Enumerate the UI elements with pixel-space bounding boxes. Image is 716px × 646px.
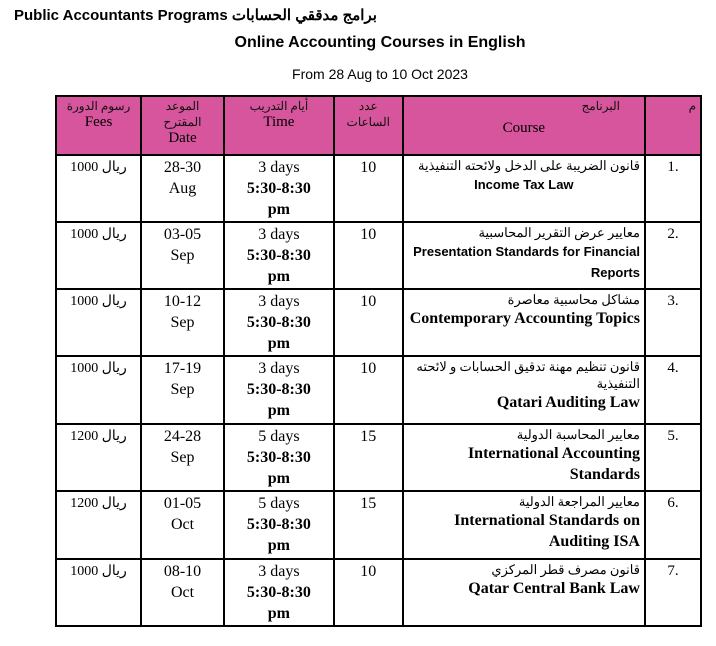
time-cell <box>224 491 334 559</box>
header-date-en: Date <box>168 130 197 146</box>
days-count: 3 days <box>258 563 300 580</box>
course-name-ar: معايير عرض التقرير المحاسبية <box>478 225 640 240</box>
time-cell <box>224 559 334 626</box>
time-pm: pm <box>267 402 290 419</box>
row-number: 5. <box>645 424 701 491</box>
header-fees-ar: رسوم الدورة <box>66 99 131 113</box>
course-name-ar: معايير المراجعة الدولية <box>518 494 640 509</box>
course-name-en: Contemporary Accounting Topics <box>409 310 640 327</box>
table-row <box>56 491 701 559</box>
header-time-en: Time <box>263 114 295 130</box>
course-name-en: Qatar Central Bank Law <box>468 580 640 597</box>
time-cell <box>224 289 334 356</box>
date-cell <box>141 424 224 491</box>
fees-cell: 1000 ريال <box>56 155 141 222</box>
header-number-ar: م <box>688 99 696 113</box>
header-number <box>645 96 701 155</box>
date-month: Aug <box>168 180 197 197</box>
course-name-ar: معايير المحاسبة الدولية <box>516 427 640 442</box>
header-hours <box>334 96 403 155</box>
row-number: 7. <box>645 559 701 626</box>
course-cell <box>403 559 645 626</box>
date-range: 03-05 <box>163 226 202 243</box>
header-fees-en: Fees <box>84 114 113 130</box>
time-cell <box>224 424 334 491</box>
course-cell <box>403 222 645 289</box>
course-name-en: Presentation Standards for Financial Reports <box>413 244 640 280</box>
time-range: 5:30-8:30 <box>246 516 311 533</box>
fees-cell: 1200 ريال <box>56 491 141 559</box>
time-range: 5:30-8:30 <box>246 449 311 466</box>
fees-cell: 1000 ريال <box>56 289 141 356</box>
hours-cell: 15 <box>334 491 403 559</box>
course-name-en: International Standards on Auditing ISA <box>454 512 640 550</box>
header-course <box>403 96 645 155</box>
time-range: 5:30-8:30 <box>246 247 311 264</box>
header-hours-ar: عدد الساعات <box>346 99 390 129</box>
table-header-row <box>56 96 701 155</box>
date-range: 08-10 <box>163 563 202 580</box>
fees-cell: 1000 ريال <box>56 356 141 424</box>
date-range: 01-05 <box>163 495 202 512</box>
date-cell <box>141 356 224 424</box>
hours-cell: 10 <box>334 222 403 289</box>
date-cell <box>141 289 224 356</box>
time-pm: pm <box>267 537 290 554</box>
time-range: 5:30-8:30 <box>246 180 311 197</box>
course-name-en: Qatari Auditing Law <box>496 394 640 411</box>
date-month: Sep <box>170 314 195 331</box>
course-name-en: International Accounting Standards <box>467 445 640 483</box>
header-date-ar: الموعد المقترح <box>163 99 202 129</box>
date-range: 28-30 <box>163 159 202 176</box>
time-cell <box>224 356 334 424</box>
date-range: 24-28 <box>163 428 202 445</box>
date-range: 10-12 <box>163 293 202 310</box>
time-pm: pm <box>267 470 290 487</box>
table-row <box>56 559 701 626</box>
fees-cell: 1000 ريال <box>56 559 141 626</box>
course-name-en: Income Tax Law <box>474 177 574 192</box>
table-row <box>56 289 701 356</box>
time-cell <box>224 222 334 289</box>
time-range: 5:30-8:30 <box>246 314 311 331</box>
program-title: Public Accountants Programs برامج مدققي الحسابات <box>14 7 377 24</box>
row-number: 6. <box>645 491 701 559</box>
date-month: Oct <box>170 584 195 601</box>
header-course-en: Course <box>502 120 546 136</box>
time-range: 5:30-8:30 <box>246 584 311 601</box>
table-row <box>56 424 701 491</box>
hours-cell: 10 <box>334 559 403 626</box>
courses-table <box>55 95 702 627</box>
date-month: Oct <box>170 516 195 533</box>
date-cell <box>141 155 224 222</box>
course-name-ar: قانون الضريبة على الدخل ولائحته التنفيذية <box>418 158 640 173</box>
date-cell <box>141 222 224 289</box>
header-time-ar: أيام التدريب <box>249 99 309 113</box>
date-cell <box>141 559 224 626</box>
date-range: 17-19 <box>163 360 202 377</box>
hours-cell: 10 <box>334 155 403 222</box>
fees-cell: 1000 ريال <box>56 222 141 289</box>
table-row <box>56 155 701 222</box>
row-number: 4. <box>645 356 701 424</box>
table-row <box>56 222 701 289</box>
course-name-ar: قانون مصرف قطر المركزي <box>491 562 640 577</box>
hours-cell: 10 <box>334 289 403 356</box>
time-pm: pm <box>267 268 290 285</box>
days-count: 5 days <box>258 428 300 445</box>
days-count: 3 days <box>258 159 300 176</box>
date-month: Sep <box>170 381 195 398</box>
row-number: 3. <box>645 289 701 356</box>
header-fees <box>56 96 141 155</box>
days-count: 3 days <box>258 293 300 310</box>
row-number: 2. <box>645 222 701 289</box>
course-name-ar: مشاكل محاسبية معاصرة <box>507 292 640 307</box>
course-cell <box>403 356 645 424</box>
days-count: 5 days <box>258 495 300 512</box>
days-count: 3 days <box>258 226 300 243</box>
course-name-ar: قانون تنظيم مهنة تدقيق الحسابات و لائحته التنفيذية <box>416 359 640 391</box>
header-date <box>141 96 224 155</box>
row-number: 1. <box>645 155 701 222</box>
time-pm: pm <box>267 605 290 622</box>
time-range: 5:30-8:30 <box>246 381 311 398</box>
header-course-ar: البرنامج <box>581 99 620 113</box>
time-pm: pm <box>267 201 290 218</box>
header-time <box>224 96 334 155</box>
page-title: Online Accounting Courses in English <box>234 34 526 51</box>
time-pm: pm <box>267 335 290 352</box>
date-cell <box>141 491 224 559</box>
fees-cell: 1200 ريال <box>56 424 141 491</box>
hours-cell: 10 <box>334 356 403 424</box>
course-cell <box>403 424 645 491</box>
hours-cell: 15 <box>334 424 403 491</box>
time-cell <box>224 155 334 222</box>
date-month: Sep <box>170 449 195 466</box>
course-cell <box>403 155 645 222</box>
table-row <box>56 356 701 424</box>
course-cell <box>403 491 645 559</box>
date-month: Sep <box>170 247 195 264</box>
course-cell <box>403 289 645 356</box>
days-count: 3 days <box>258 360 300 377</box>
date-range-subtitle: From 28 Aug to 10 Oct 2023 <box>292 66 468 82</box>
